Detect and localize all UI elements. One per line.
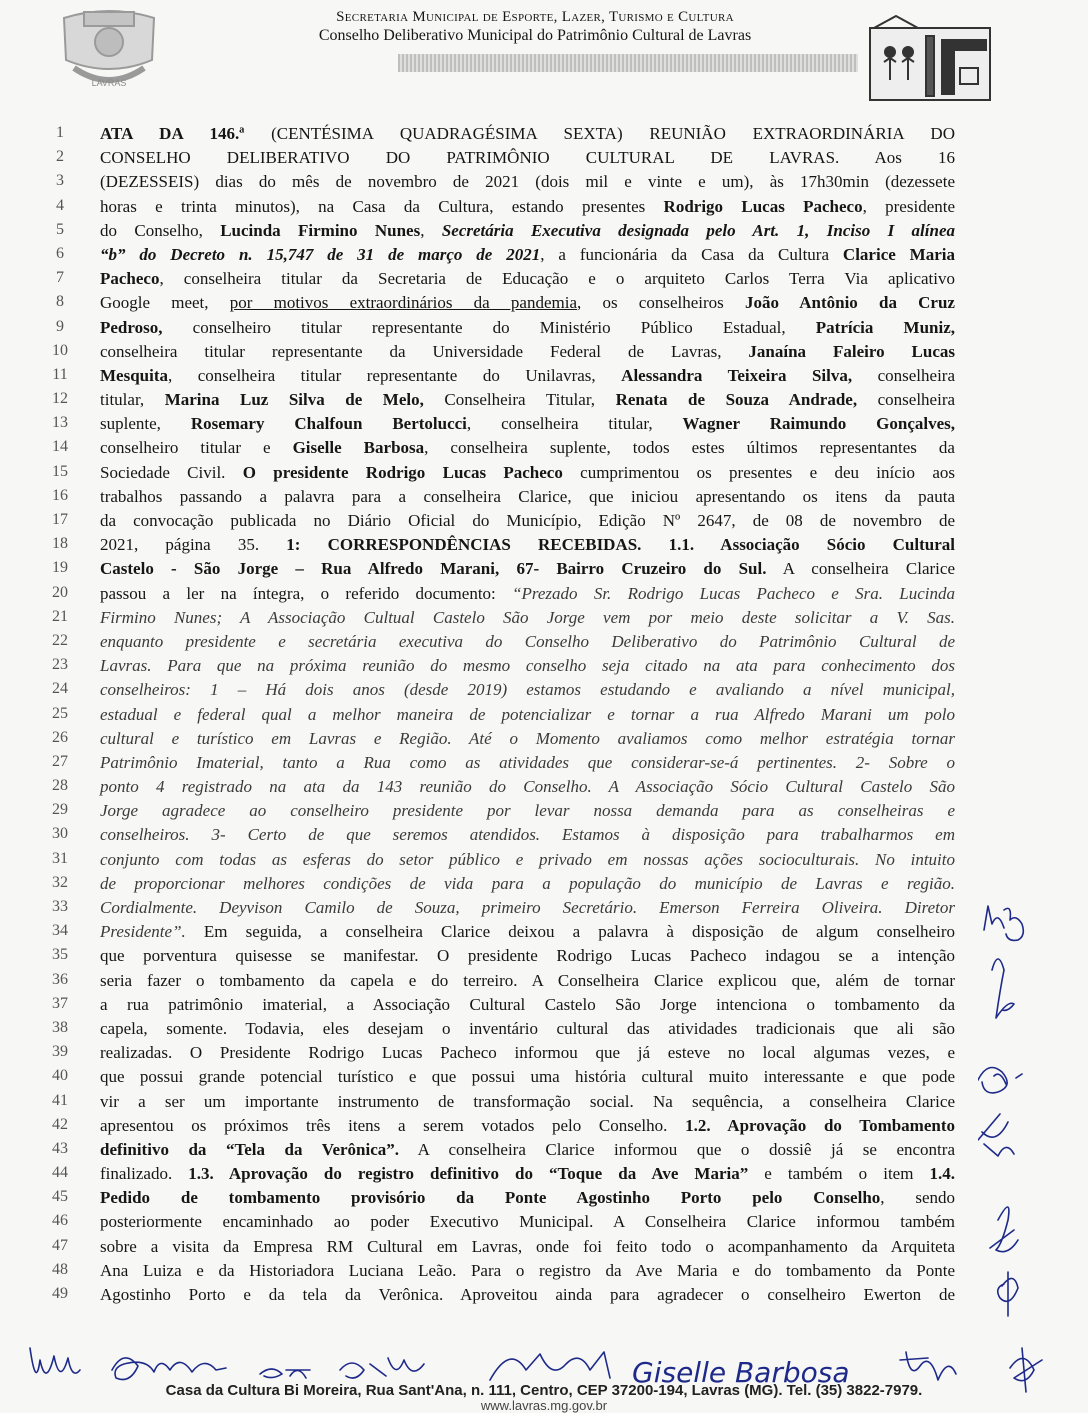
line-text [100,752,955,774]
minutes-line [0,1259,1088,1283]
line-number: 28 [52,777,68,795]
text-run: cumprimentou os presentes e deu início aos [562,462,955,482]
text-run: A conselheira Clarice [766,559,955,579]
minutes-line [0,823,1088,847]
line-number: 46 [52,1212,68,1230]
text-run: , conselheira suplente, todos estes últimos representantes da [424,438,955,458]
line-text [100,1066,955,1088]
line-text [100,1187,955,1209]
text-run: , presidente [862,196,956,216]
letterhead-divider [398,54,858,72]
minutes-line [0,751,1088,775]
line-number: 49 [52,1285,68,1302]
text-run: Lavras. Para que na próxima reunião do mesmo conselho seja citado na ata para conhecimento dos [100,656,955,676]
text-run: conjunto com todas as esferas do setor público e privado em nossas ações socioculturais. No intuito [100,849,955,869]
line-number: 36 [52,970,68,988]
text-run: horas e trinta minutos), na Casa da Cultura, estando presentes [100,196,664,216]
line-number: 18 [52,535,68,553]
line-text [100,268,955,290]
text-run: conselheiros: 1 – Há dois anos (desde 2019) estamos estudando e avaliando a nível municipal, [100,680,955,700]
line-text [100,292,955,314]
minutes-line [0,582,1088,606]
minutes-line [0,993,1088,1017]
minutes-line [0,170,1088,194]
text-run: finalizado. [100,1164,189,1184]
line-text [100,171,955,193]
minutes-line [0,654,1088,678]
text-run: , [420,220,442,240]
text-run: titular, [100,390,165,410]
footer-address: Casa da Cultura Bi Moreira, Rua Sant'Ana, n. 111, Centro, CEP 37200-194, Lavras (MG). Tel. (35) 3822-7979. [165,1382,923,1399]
text-run: , sendo [880,1188,955,1208]
line-number: 22 [52,631,68,649]
line-number: 15 [52,462,68,480]
minutes-line [0,195,1088,219]
minutes-line [0,703,1088,727]
text-run: (DEZESSEIS) dias do mês de novembro de 2021 (dois mil e vinte e um), às 17h30min (dezessete [100,172,955,192]
text-run: conselheira titular representante da Universidade Federal de Lavras, [100,341,749,361]
line-number: 31 [52,849,68,867]
text-run: Pedroso, [100,317,163,337]
minutes-line [0,122,1088,146]
text-run: Secretária Executiva designada pelo Art. 1, Inciso I alínea [441,220,955,240]
minutes-line [0,340,1088,364]
text-run: Pacheco [100,269,160,289]
text-run: Clarice Maria [842,244,955,264]
line-number: 2 [56,148,64,166]
text-run: apresentou os próximos três itens a serem votados pelo Conselho. [100,1115,686,1135]
text-run: Patrícia Muniz, [815,317,955,337]
line-number: 39 [52,1043,68,1061]
line-text [100,389,955,411]
text-run: e também o item [748,1164,930,1184]
line-number: 42 [52,1115,68,1133]
minutes-line [0,1283,1088,1307]
minutes-line [0,1114,1088,1138]
minutes-line [0,799,1088,823]
line-number: 7 [56,269,64,287]
text-run: Firmino Nunes; A Associação Cultual Castelo São Jorge vem por meio deste solicitar a V. Sas. [100,607,955,627]
minutes-line [0,1186,1088,1210]
line-number: 43 [52,1139,68,1157]
text-run: Ana Luiza e da Historiadora Luciana Leão. Para o registro da Ave Maria e do tombamento da Ponte [100,1260,955,1280]
line-text [100,921,955,943]
line-text [100,824,955,846]
text-run: Marina Luz Silva de Melo, [164,390,424,410]
text-run: conselheiro titular representante do Ministério Público Estadual, [162,317,816,337]
line-number: 35 [52,946,68,964]
text-run: , conselheira titular da Secretaria de Educação e o arquiteto Carlos Terra Via aplicativo [159,269,955,289]
text-run: que porventura quisesse se manifestar. O presidente Rodrigo Lucas Pacheco indagou se a intenção [100,946,955,966]
text-run: suplente, [100,414,191,434]
text-run: Mesquita [100,365,168,385]
minutes-line [0,872,1088,896]
text-run: da convocação publicada no Diário Oficial do Município, Edição Nº 2647, de 08 de novembro de [100,511,955,530]
text-run: , a funcionária da Casa da Cultura [540,244,843,264]
line-text [100,365,955,387]
minutes-line [0,775,1088,799]
line-text [100,1115,955,1137]
text-run: 2021, página 35. [100,535,287,555]
margin-initials [978,900,1058,1320]
line-text [100,558,955,580]
minutes-line [0,533,1088,557]
line-number: 27 [52,752,68,770]
minutes-line [0,1017,1088,1041]
line-text [100,994,955,1016]
text-run: conselheiro titular e [100,438,293,458]
text-run: sobre a visita da Empresa RM Cultural em Lavras, onde foi feito todo o acompanhamento da Arquiteta [100,1236,955,1256]
minutes-line [0,727,1088,751]
footer-url: www.lavras.mg.gov.br [480,1398,608,1413]
minutes-line [0,969,1088,993]
text-run: por motivos extraordinários da pandemia [229,293,578,313]
line-text [100,1091,955,1113]
line-text [100,220,955,242]
line-text [100,800,955,822]
text-run: Rodrigo Lucas Pacheco [663,196,863,216]
text-run: do Conselho, [100,220,221,240]
line-text [100,1284,955,1306]
minutes-line [0,219,1088,243]
text-run: cultural e turístico em Lavras e Região. Até o Momento avaliamos como melhor estratégia tornar [100,728,955,748]
line-text [100,123,955,145]
line-text [100,631,955,653]
text-run: conselheira [857,390,956,410]
text-run: “Prezado Sr. Rodrigo Lucas Pacheco e Sra. Lucinda [512,583,955,603]
line-number: 38 [52,1018,68,1036]
city-coat-of-arms [44,8,174,92]
line-number: 34 [52,922,68,940]
text-run: Presidente”. [100,922,186,942]
text-run: seria fazer o tombamento da capela e do terreiro. A Conselheira Clarice explicou que, além de tornar [100,970,955,990]
line-text [100,1163,955,1185]
minutes-line [0,461,1088,485]
text-run: posteriormente encaminhado ao poder Executivo Municipal. A Conselheira Clarice informou também [100,1212,955,1232]
text-run: passou a ler na íntegra, o referido documento: [100,583,513,603]
svg-text:LAVRAS: LAVRAS [91,78,127,88]
text-run: O presidente Rodrigo Lucas Pacheco [242,462,563,482]
text-run: , conselheira titular representante do Unilavras, [168,365,622,385]
text-run: conselheiros. 3- Certo de que seremos atendidos. Estamos à disposição para trabalharmos em [100,825,955,845]
minutes-line [0,243,1088,267]
text-run: Rosemary Chalfoun Bertolucci [190,414,467,434]
text-run: Lucinda Firmino Nunes [220,220,421,240]
line-number: 32 [52,873,68,891]
line-text [100,486,955,508]
line-text [100,413,955,435]
line-number: 21 [52,607,68,625]
line-number: 9 [56,317,64,335]
minutes-line [0,412,1088,436]
line-text [100,897,955,919]
line-number: 37 [52,994,68,1012]
line-text [100,437,955,459]
minutes-line [0,316,1088,340]
minutes-line [0,848,1088,872]
line-number: 44 [52,1164,68,1182]
line-number: 3 [56,172,64,190]
line-text [100,970,955,992]
line-text [100,776,955,798]
line-text [100,655,955,677]
text-run: Jorge agradece ao conselheiro presidente por levar nossa demanda para as conselheiras e [100,801,955,821]
line-number: 29 [52,801,68,819]
line-number: 45 [52,1188,68,1206]
text-run: trabalhos passando a palavra para a conselheira Clarice, que iniciou apresentando os itens da pauta [100,486,955,506]
text-run: 1.4. [929,1164,955,1184]
minutes-line [0,920,1088,944]
text-run: , conselheira titular, [466,414,683,434]
line-text [100,196,955,218]
letterhead-council: Conselho Deliberativo Municipal do Patrimônio Cultural de Lavras [318,27,752,44]
line-text [100,147,955,169]
minutes-line [0,630,1088,654]
line-number: 26 [52,728,68,746]
minutes-line [0,557,1088,581]
text-run: Agostinho Porto e da tela da Verônica. Aproveitou ainda para agradecer o conselheiro Ewerton de [100,1285,955,1304]
minutes-line [0,509,1088,533]
line-text [100,534,955,556]
text-run: Cordialmente. Deyvison Camilo de Souza, primeiro Secretário. Emerson Ferreira Oliveira. Diretor [100,898,955,917]
heritage-council-logo [868,6,992,102]
letterhead [180,8,890,46]
minutes-line [0,606,1088,630]
minutes-line [0,1235,1088,1259]
line-text [100,1042,955,1064]
line-text [100,462,955,484]
line-text [100,607,955,629]
text-run: Google meet, [100,293,230,313]
line-text [100,1236,955,1258]
line-number: 10 [52,341,68,359]
minutes-line [0,485,1088,509]
line-number: 40 [52,1067,68,1085]
minutes-line [0,364,1088,388]
line-text [100,1211,955,1233]
minutes-body [0,122,1088,1307]
letterhead-secretariat: Secretaria Municipal de Esporte, Lazer, Turismo e Cultura [336,9,734,25]
minutes-line [0,896,1088,920]
text-run: vir a ser um importante instrumento de transformação social. Na sequência, a conselheira Clarice [100,1091,955,1111]
text-run: Giselle Barbosa [292,438,425,458]
svg-text:Giselle Barbosa: Giselle Barbosa [632,1356,850,1389]
text-run: Renata de Souza Andrade, [615,390,858,410]
text-run: Patrimônio Imaterial, tanto a Rua como as atividades que considerar-se-á pertinentes. 2- Sobre o [100,752,955,772]
line-text [100,1018,955,1040]
minutes-line [0,1162,1088,1186]
minutes-line [0,1065,1088,1089]
text-run: (CENTÉSIMA QUADRAGÉSIMA SEXTA) REUNIÃO EXTRAORDINÁRIA DO [244,124,955,143]
text-run: capela, somente. Todavia, eles desejam o inventário cultural das atividades tradicionais que ali são [100,1018,955,1038]
minutes-line [0,1210,1088,1234]
line-text [100,1260,955,1282]
line-number: 41 [52,1091,68,1109]
line-number: 20 [52,583,68,601]
text-run: 1: CORRESPONDÊNCIAS RECEBIDAS. 1.1. Associação Sócio Cultural [286,535,955,555]
minutes-line [0,1090,1088,1114]
line-text [100,244,955,266]
line-number: 8 [56,293,64,311]
line-number: 47 [52,1236,68,1254]
line-number: 1 [56,124,64,141]
minutes-line [0,436,1088,460]
line-number: 30 [52,825,68,843]
text-run: Pedido de tombamento provisório da Ponte Agostinho Porto pelo Conselho [100,1188,881,1208]
minutes-line [0,388,1088,412]
line-number: 23 [52,656,68,674]
line-number: 19 [52,559,68,577]
line-text [100,873,955,895]
line-number: 11 [52,365,68,383]
line-number: 6 [56,244,64,262]
minutes-line [0,944,1088,968]
text-run: que possui grande potencial turístico e que possui uma história cultural muito interessante e que pode [100,1067,955,1087]
line-text [100,849,955,871]
text-run: a rua patrimônio imaterial, a Associação Cultural Castelo São Jorge intenciona o tombamento da [100,994,955,1014]
minutes-line [0,146,1088,170]
line-text [100,317,955,339]
text-run: 1.3. Aprovação do registro definitivo do “Toque da Ave Maria” [188,1164,749,1184]
line-text [100,1139,955,1161]
line-number: 48 [52,1260,68,1278]
text-run: Em seguida, a conselheira Clarice deixou a palavra à disposição de algum conselheiro [185,922,955,942]
line-number: 24 [52,680,68,698]
line-number: 5 [56,220,64,238]
text-run: Wagner Raimundo Gonçalves, [682,414,956,434]
minutes-line [0,1041,1088,1065]
text-run: “b” do Decreto n. 15,747 de 31 de março de 2021 [100,244,541,264]
minutes-line [0,1138,1088,1162]
line-number: 12 [52,390,68,408]
minutes-line [0,267,1088,291]
minutes-line [0,291,1088,315]
line-text [100,945,955,967]
text-run: 1.2. Aprovação do Tombamento [685,1115,956,1135]
text-run: definitivo da “Tela da Verônica”. [100,1139,400,1159]
line-number: 16 [52,486,68,504]
line-text [100,341,955,363]
text-run: conselheira [852,365,956,385]
text-run: Sociedade Civil. [100,462,243,482]
text-run: João Antônio da Cruz [744,293,955,313]
line-text [100,728,955,750]
line-number: 33 [52,898,68,915]
text-run: de proporcionar melhores condições de vida para a população do município de Lavras e região. [100,873,955,893]
text-run: Castelo - São Jorge – Rua Alfredo Marani, 67- Bairro Cruzeiro do Sul. [100,559,767,579]
line-text [100,583,955,605]
text-run: ATA DA 146.ª [100,124,245,143]
line-text [100,704,955,726]
text-run: CONSELHO DELIBERATIVO DO PATRIMÔNIO CULTURAL DE LAVRAS. Aos 16 [100,148,955,168]
text-run: Janaína Faleiro Lucas [748,341,956,361]
line-number: 25 [52,704,68,722]
line-number: 4 [56,196,64,214]
line-text [100,679,955,701]
text-run: estadual e federal qual a melhor maneira de potencializar e tornar a rua Alfredo Marani um polo [100,704,955,724]
text-run: Alessandra Teixeira Silva, [621,365,853,385]
text-run: A conselheira Clarice informou que o dossiê já se encontra [399,1139,955,1159]
text-run: , os conselheiros [577,293,745,313]
text-run: ponto 4 registrado na ata da 143 reunião do Conselho. A Associação Sócio Cultural Castelo São [100,777,955,797]
line-number: 17 [52,511,68,528]
line-number: 13 [52,414,68,432]
minutes-line [0,678,1088,702]
text-run: Conselheira Titular, [423,390,616,410]
line-text [100,510,955,532]
text-run: realizadas. O Presidente Rodrigo Lucas Pacheco informou que já esteve no local algumas vezes, e [100,1043,955,1063]
line-number: 14 [52,438,68,456]
text-run: enquanto presidente e secretária executiva do Conselho Deliberativo do Patrimônio Cultural de [100,631,955,651]
